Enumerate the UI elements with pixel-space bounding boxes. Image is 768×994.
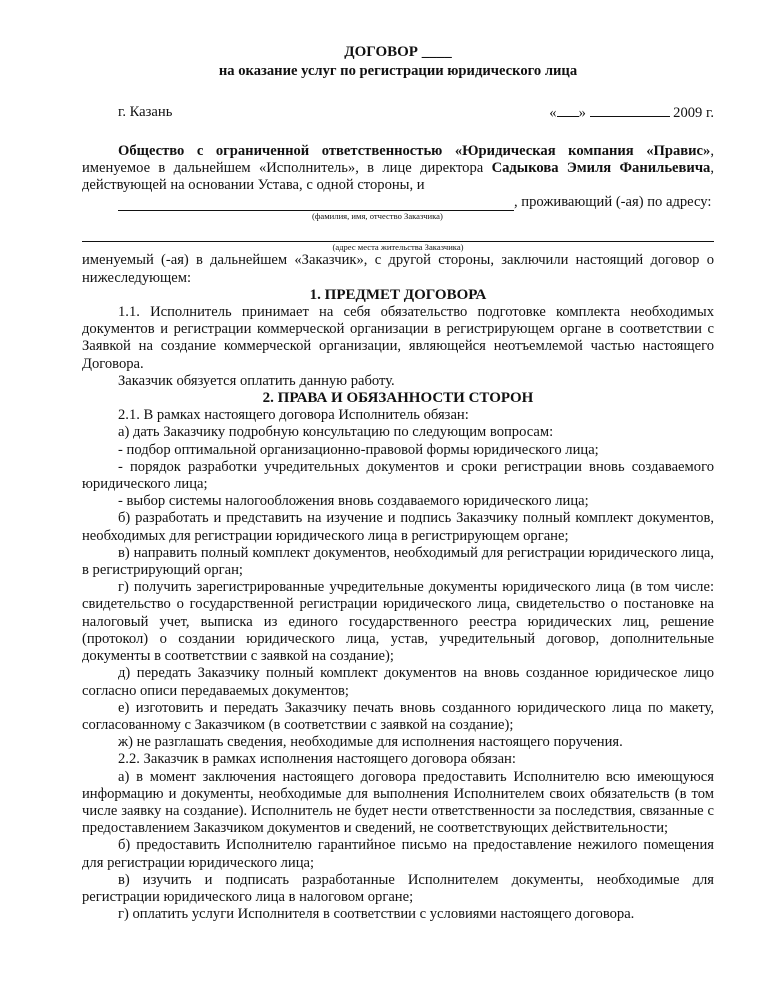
preamble-closing: именуемый (-ая) в дальнейшем «Заказчик», с другой стороны, заключили настоящий договор о нижеследующем: [82, 252, 714, 286]
clause-2-1-a-item-1: - подбор оптимальной организационно-правовой формы юридического лица; [118, 441, 599, 458]
clause-1-1: 1.1. Исполнитель принимает на себя обязательство подготовке комплекта необходимых документов и регистрации коммерческой организации в регистрирующем органе в соответствии с Заявкой на создание коммерческой организации, являющейся неотъемлемой частью настоящего Договора. [82, 304, 714, 372]
clause-2-1-e: е) изготовить и передать Заказчику печать вновь созданного юридического лица по макету, согласованному с Заказчиком (в соответствии с заявкой на создание); [82, 699, 714, 733]
clause-2-2-v: в) изучить и подписать разработанные Исполнителем документы, необходимые для регистрации юридического лица в налоговом органе; [82, 871, 714, 905]
clause-2-2-b: б) предоставить Исполнителю гарантийное письмо на предоставление нежилого помещения для регистрации юридического лица; [82, 837, 714, 871]
city: г. Казань [118, 104, 173, 121]
section-1-heading: 1. ПРЕДМЕТ ДОГОВОРА [309, 286, 487, 303]
clause-2-1-a-item-3: - выбор системы налогообложения вновь создаваемого юридического лица; [118, 493, 589, 510]
clause-2-1-g: г) получить зарегистрированные учредительные документы юридического лица (в том числе: свидетельство о государственной регистрации юридического лица, свидетельство о постановке на налоговый учет, выписка из единого государственного реестра юридических лиц, решение (протокол) о создании юридического лица, устав, учредительный договор, дополнительные документы в соответствии с заявкой на создание); [82, 579, 714, 665]
document-subtitle: на оказание услуг по регистрации юридического лица [218, 63, 578, 80]
document-body [82, 40, 714, 923]
clause-2-1-zh: ж) не разглашать сведения, необходимые для исполнения настоящего поручения. [118, 734, 623, 751]
clause-2-2-g: г) оплатить услуги Исполнителя в соответствии с условиями настоящего договора. [118, 906, 635, 923]
customer-name-caption: (фамилия, имя, отчество Заказчика) [312, 211, 443, 222]
contract-date: « » 2009 г. [549, 105, 714, 122]
clause-2-2: 2.2. Заказчик в рамках исполнения настоящего договора обязан: [118, 751, 516, 768]
clause-2-1-a-item-2: - порядок разработки учредительных документов и сроки регистрации вновь создаваемого юридического лица; [82, 458, 714, 493]
director-name: Садыкова Эмиля Фанильевича [491, 159, 711, 176]
preamble-paragraph: Общество с ограниченной ответственностью «Юридическая компания «Правис», именуемое в дальнейшем «Исполнитель», в лице директора Садыкова Эмиля Фанильевича, действующей на основании Устава, с одной стороны, и [82, 142, 714, 194]
customer-address-caption: (адрес места жительства Заказчика) [332, 242, 464, 253]
clause-2-1-v: в) направить полный комплект документов, необходимый для регистрации юридического лица, в регистрирующий орган; [82, 544, 714, 579]
customer-name-blank [118, 196, 514, 211]
clause-2-2-a: а) в момент заключения настоящего договора предоставить Исполнителю всю имеющуюся информацию и документы, необходимые для выполнения Исполнителем своих обязательств (в том числе заявку на создание). Исполнитель не будет нести ответственности за последствия, связанные с предоставлением Заказчиком документов и сведений, не соответствующих действительности; [82, 768, 714, 837]
section-2-heading: 2. ПРАВА И ОБЯЗАННОСТИ СТОРОН [262, 390, 534, 407]
clause-2-1-b: б) разработать и представить на изучение и подпись Заказчику полный комплект документов, необходимых для регистрации юридического лица в регистрирующем органе; [82, 510, 714, 544]
clause-1-payment: Заказчик обязуется оплатить данную работу. [118, 372, 395, 389]
day-blank [557, 104, 579, 117]
clause-2-1-a: а) дать Заказчику подробную консультацию по следующим вопросам: [118, 424, 554, 441]
clause-2-1: 2.1. В рамках настоящего договора Исполнитель обязан: [118, 407, 469, 424]
clause-2-1-d: д) передать Заказчику полный комплект документов на вновь созданное юридическое лицо согласно описи передаваемых документов; [82, 665, 714, 699]
customer-address-blank [82, 225, 714, 242]
document-title: ДОГОВОР ____ [344, 44, 452, 60]
company-name: Общество с ограниченной ответственностью «Юридическая компания «Правис» [118, 142, 711, 159]
month-blank [590, 104, 670, 117]
customer-name-row: , проживающий (-ая) по адресу: [82, 194, 714, 211]
place-date-row [82, 104, 714, 122]
